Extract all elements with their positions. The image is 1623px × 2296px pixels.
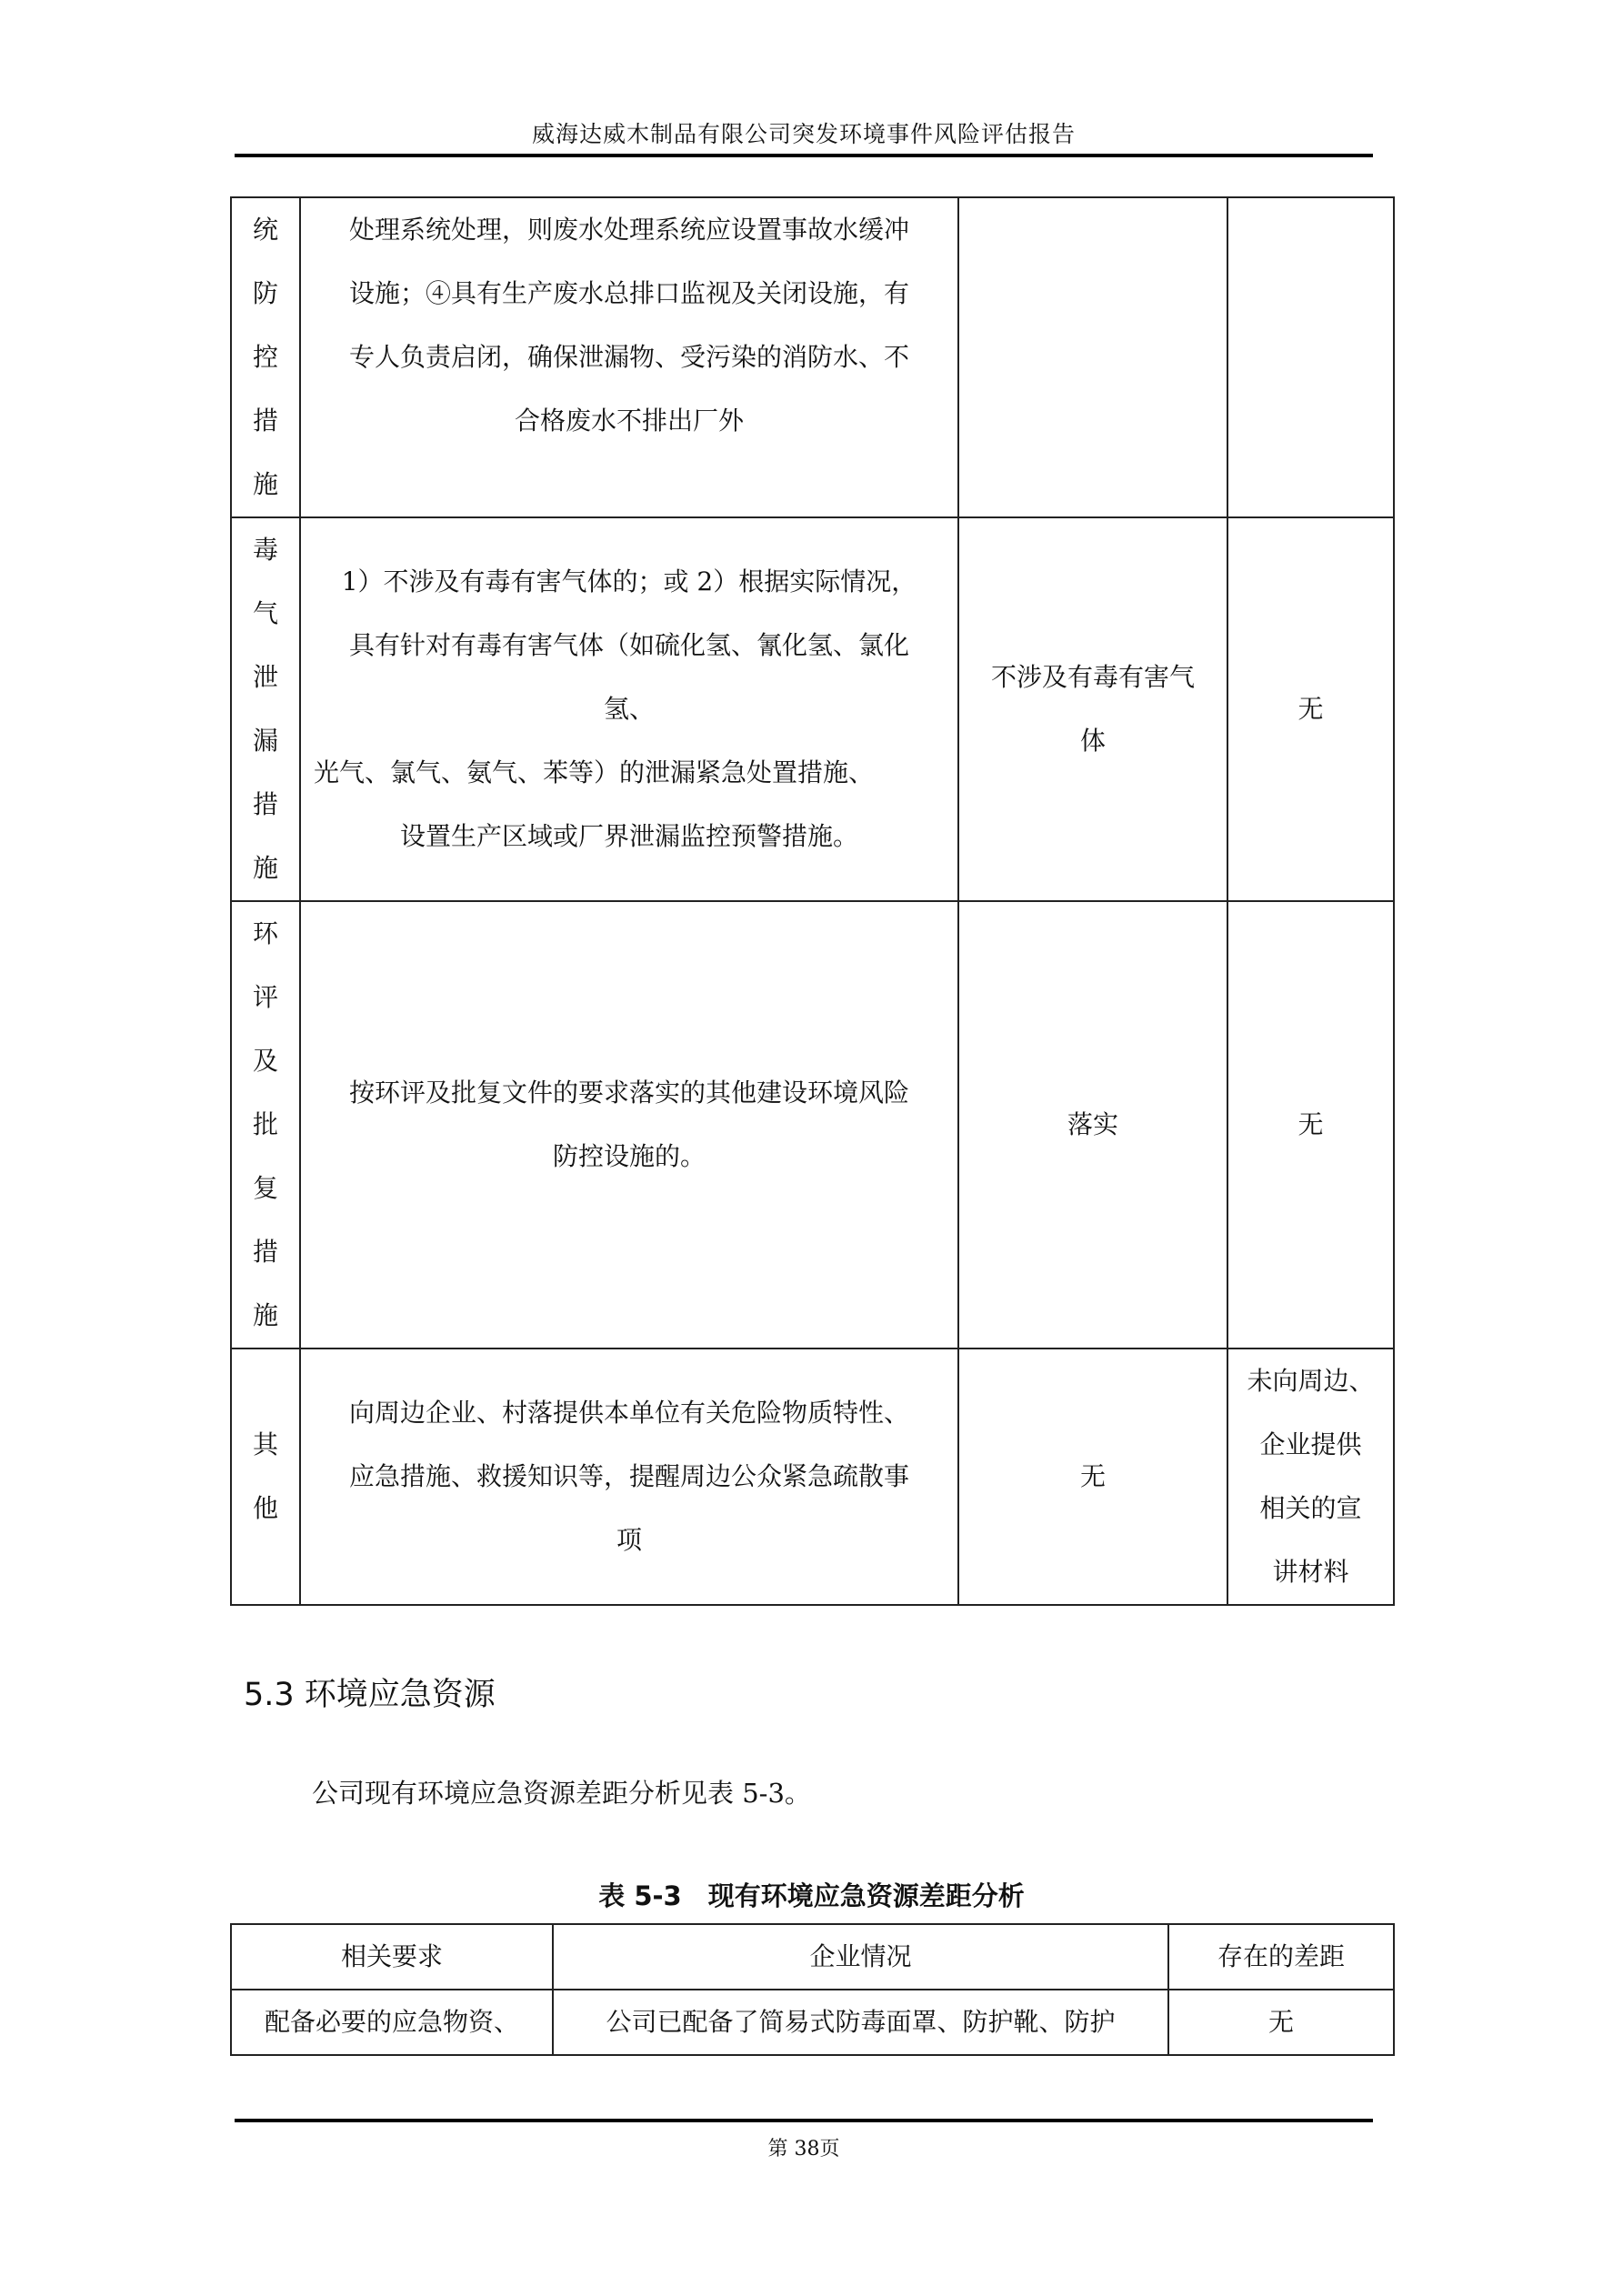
document-header-title: 威海达威木制品有限公司突发环境事件风险评估报告 (531, 121, 1076, 147)
category-char: 施 (252, 1300, 278, 1330)
requirement-line: 氢、 (603, 694, 655, 724)
requirement-line: 光气、氯气、氨气、苯等）的泄漏紧急处置措施、 (314, 757, 875, 787)
body-paragraph: 公司现有环境应急资源差距分析见表 5-3。 (312, 1778, 811, 1809)
table-cell: 公司已配备了简易式防毒面罩、防护靴、防护 (553, 1990, 1168, 2055)
column-header: 相关要求 (231, 1924, 553, 1990)
category-char: 防 (252, 278, 278, 308)
category-char: 其 (252, 1429, 278, 1459)
requirement-line: 1）不涉及有毒有害气体的；或 2）根据实际情况， (341, 566, 917, 597)
requirement-cell (300, 1349, 958, 1605)
requirement-line: 处理系统处理，则废水处理系统应设置事故水缓冲 (348, 215, 909, 245)
gap-cell (1227, 1349, 1394, 1605)
requirement-line: 设施；④具有生产废水总排口监视及关闭设施，有 (348, 278, 909, 308)
requirement-line: 按环评及批复文件的要求落实的其他建设环境风险 (348, 1078, 909, 1108)
category-char: 毒 (252, 535, 278, 565)
status-cell (958, 901, 1227, 1349)
category-cell (231, 197, 300, 517)
emergency-resource-gap-table (230, 1923, 1395, 2056)
category-char: 环 (252, 918, 278, 948)
category-char: 控 (252, 342, 278, 372)
category-char: 措 (252, 1237, 278, 1267)
column-header: 存在的差距 (1168, 1924, 1394, 1990)
requirement-line: 应急措施、救援知识等，提醒周边公众紧急疏散事 (348, 1461, 909, 1491)
requirement-line: 合格废水不排出厂外 (514, 406, 744, 436)
gap-cell (1227, 901, 1394, 1349)
column-header: 企业情况 (553, 1924, 1168, 1990)
requirement-line: 项 (616, 1525, 642, 1555)
requirement-cell (300, 197, 958, 517)
category-cell (231, 901, 300, 1349)
category-char: 泄 (252, 662, 278, 692)
page-number: 第 38页 (767, 2138, 840, 2161)
category-char: 批 (252, 1109, 278, 1139)
category-cell (231, 517, 300, 901)
requirement-cell (300, 901, 958, 1349)
gap-line: 未向周边、 (1247, 1366, 1375, 1396)
gap-cell (1227, 517, 1394, 901)
gap-line: 企业提供 (1259, 1429, 1362, 1459)
table-cell: 配备必要的应急物资、 (231, 1990, 553, 2055)
category-cell (231, 1349, 300, 1605)
section-heading: 5.3 环境应急资源 (244, 1677, 496, 1713)
requirement-line: 防控设施的。 (552, 1141, 706, 1171)
status-cell (958, 1349, 1227, 1605)
gap-cell (1227, 197, 1394, 517)
gap-line: 无 (1297, 1109, 1324, 1139)
header-rule (235, 154, 1373, 157)
category-char: 及 (252, 1046, 278, 1076)
category-char: 复 (252, 1173, 278, 1203)
status-line: 不涉及有毒有害气 (990, 662, 1195, 692)
category-char: 统 (252, 215, 278, 245)
gap-line: 相关的宣 (1259, 1493, 1362, 1523)
table-row (231, 901, 1394, 1349)
table-caption: 表 5-3 现有环境应急资源差距分析 (598, 1880, 1025, 1911)
requirement-line: 专人负责启闭，确保泄漏物、受污染的消防水、不 (348, 342, 909, 372)
category-char: 他 (252, 1493, 278, 1523)
category-char: 气 (252, 598, 278, 628)
table-cell: 无 (1168, 1990, 1394, 2055)
requirement-line: 具有针对有毒有害气体（如硫化氢、氰化氢、氯化 (348, 630, 909, 660)
status-cell (958, 517, 1227, 901)
category-char: 评 (252, 982, 278, 1012)
category-char: 施 (252, 853, 278, 883)
footer-rule (235, 2119, 1373, 2122)
category-char: 措 (252, 789, 278, 819)
category-char: 漏 (252, 726, 278, 756)
table-header-row (231, 1924, 1394, 1990)
gap-line: 无 (1297, 694, 1324, 724)
status-line: 落实 (1067, 1109, 1118, 1139)
requirement-line: 向周边企业、村落提供本单位有关危险物质特性、 (348, 1398, 909, 1428)
requirement-line: 设置生产区域或厂界泄漏监控预警措施。 (399, 821, 858, 851)
table-row (231, 1349, 1394, 1605)
status-line: 体 (1079, 726, 1106, 756)
category-char: 施 (252, 469, 278, 499)
table-row (231, 197, 1394, 517)
status-cell (958, 197, 1227, 517)
category-char: 措 (252, 406, 278, 436)
risk-control-table (230, 196, 1395, 1606)
requirement-cell (300, 517, 958, 901)
table-row (231, 1990, 1394, 2055)
table-row (231, 517, 1394, 901)
status-line: 无 (1079, 1461, 1106, 1491)
gap-line: 讲材料 (1272, 1557, 1349, 1587)
